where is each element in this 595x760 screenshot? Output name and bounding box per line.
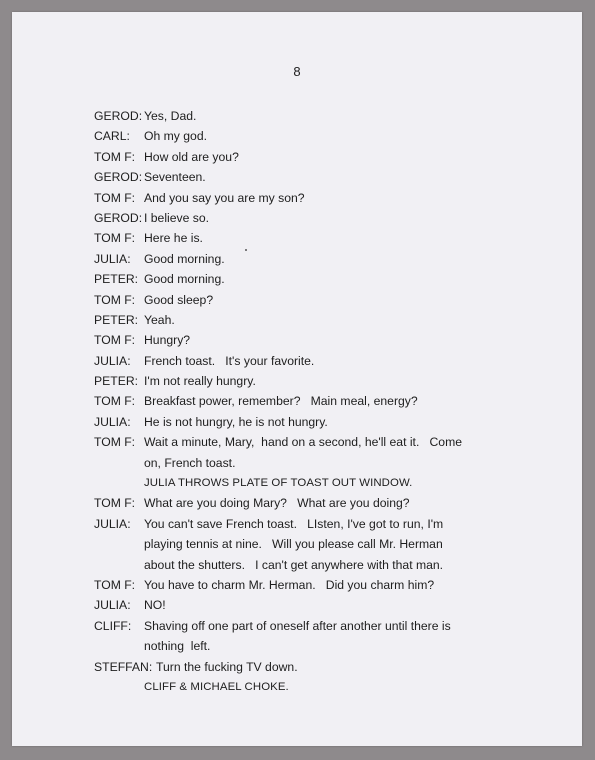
dialogue-text: Yes, Dad. xyxy=(144,109,197,123)
dialogue-text: Wait a minute, Mary, hand on a second, he'll eat it. Come xyxy=(144,435,462,450)
script-line xyxy=(94,167,514,187)
dialogue-text: Good morning. xyxy=(144,272,225,287)
dialogue-continuation: on, French toast. xyxy=(144,455,236,470)
dialogue-text: NO! xyxy=(144,598,166,613)
speaker-name: JULIA: xyxy=(94,251,131,266)
script-line xyxy=(94,473,514,493)
speaker-name: TOM F: xyxy=(94,231,136,246)
speaker-name: CARL: xyxy=(94,129,130,144)
speaker-name: JULIA: xyxy=(94,414,131,429)
script-line xyxy=(94,432,514,452)
script-line xyxy=(94,514,514,534)
dialogue-text: Here he is. xyxy=(144,231,203,246)
dialogue-text: Oh my god. xyxy=(144,129,207,144)
script-page xyxy=(12,12,582,746)
speaker-name: TOM F: xyxy=(94,333,136,348)
dialogue-text: He is not hungry, he is not hungry. xyxy=(144,414,328,429)
script-line xyxy=(94,269,514,289)
speaker-name: TOM F: xyxy=(94,577,136,592)
script-line xyxy=(94,453,514,473)
dialogue-text: I'm not really hungry. xyxy=(144,374,256,389)
script-line xyxy=(94,595,514,615)
script-line xyxy=(94,371,514,391)
dialogue-text: Hungry? xyxy=(144,333,191,348)
speaker-name: TOM F: xyxy=(94,394,136,409)
dialogue-text: And you say you are my son? xyxy=(144,190,305,205)
speaker-name: GEROD: xyxy=(94,109,143,123)
page-number: 8 xyxy=(293,64,301,79)
speaker-name: GEROD: xyxy=(94,210,143,225)
script-line xyxy=(94,677,514,697)
script-line xyxy=(94,636,514,656)
speaker-name: STEFFAN: xyxy=(94,659,153,674)
stage-direction: CLIFF & MICHAEL CHOKE. xyxy=(144,680,289,693)
speaker-name: CLIFF: xyxy=(94,618,132,633)
dialogue-text: Good sleep? xyxy=(144,292,214,307)
dialogue-continuation: playing tennis at nine. Will you please call Mr. Herman xyxy=(144,537,443,552)
speaker-name: TOM F: xyxy=(94,435,136,450)
script-line xyxy=(94,126,514,146)
script-line xyxy=(94,412,514,432)
script-line xyxy=(94,290,514,310)
script-line xyxy=(94,330,514,350)
dialogue-text: Shaving off one part of oneself after another until there is xyxy=(144,618,451,633)
dialogue-continuation: about the shutters. I can't get anywhere with that man. xyxy=(144,557,444,572)
script-body xyxy=(94,106,514,697)
script-line xyxy=(94,657,514,677)
dialogue-continuation: nothing left. xyxy=(144,639,211,654)
script-line xyxy=(94,188,514,208)
speaker-name: JULIA: xyxy=(94,598,131,613)
dialogue-text: I believe so. xyxy=(144,210,210,225)
script-line xyxy=(94,616,514,636)
script-line xyxy=(94,208,514,228)
dialogue-text: Yeah. xyxy=(144,312,175,327)
speaker-name: PETER: xyxy=(94,374,139,389)
script-line xyxy=(94,391,514,411)
dialogue-text: Breakfast power, remember? Main meal, energy? xyxy=(144,394,418,409)
speaker-name: TOM F: xyxy=(94,190,136,205)
dialogue-text: You have to charm Mr. Herman. Did you charm him? xyxy=(144,577,435,592)
speaker-name: TOM F: xyxy=(94,149,136,164)
dialogue-text: French toast. It's your favorite. xyxy=(144,353,315,368)
script-line xyxy=(94,493,514,513)
script-line xyxy=(94,351,514,371)
speaker-name: TOM F: xyxy=(94,496,136,511)
script-line xyxy=(94,555,514,575)
dialogue-text: Good morning. xyxy=(144,251,225,266)
script-line xyxy=(94,534,514,554)
speaker-name: TOM F: xyxy=(94,292,136,307)
speaker-name: GEROD: xyxy=(94,170,143,185)
dialogue-text: You can't save French toast. LIsten, I've got to run, I'm xyxy=(144,516,444,531)
script-line xyxy=(94,106,514,126)
script-line xyxy=(94,228,514,248)
script-line xyxy=(94,575,514,595)
dialogue-text: Seventeen. xyxy=(144,170,206,185)
script-line xyxy=(94,310,514,330)
dialogue-text: How old are you? xyxy=(144,149,239,164)
script-line xyxy=(94,147,514,167)
stage-direction: JULIA THROWS PLATE OF TOAST OUT WINDOW. xyxy=(144,477,413,490)
speaker-name: JULIA: xyxy=(94,516,131,531)
speaker-name: PETER: xyxy=(94,312,139,327)
dialogue-text: Turn the fucking TV down. xyxy=(156,659,298,674)
speaker-name: PETER: xyxy=(94,272,139,287)
speaker-name: JULIA: xyxy=(94,353,131,368)
script-line xyxy=(94,249,514,269)
dialogue-text: What are you doing Mary? What are you doing? xyxy=(144,496,410,511)
